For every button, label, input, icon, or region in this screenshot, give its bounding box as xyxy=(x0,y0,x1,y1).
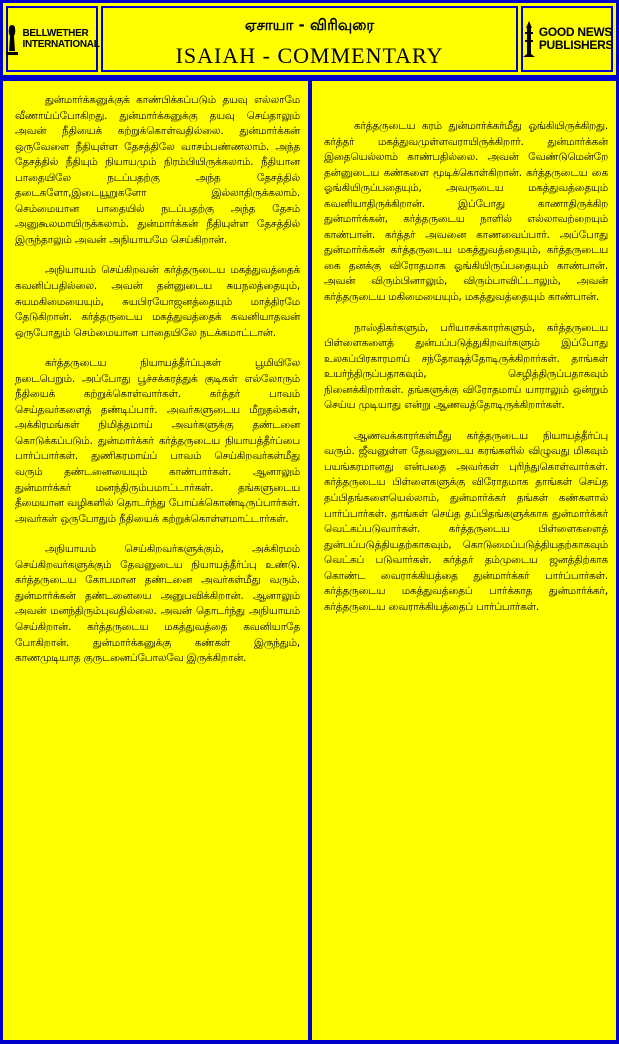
paragraph: அநியாயம் செய்கிறவர்களுக்கும், அக்கிரமம் செய்கிறவர்களுக்கும் தேவனுடைய நியாயத்தீர்ப்பு உண்டு. கர்த்தருடைய கோபமான தண்டனை அவர்கள்மீது வரும். துன்மார்க்கன் தண்டனையை அனுபவிக்கிறான். ஆனாலும் அவன் மனந்திரும்புவதில்லை. அவன் தொடர்ந்து அநியாயம் செய்கிறான். கர்த்தருடைய மகத்துவத்தை கவனியாதே போகிறான். துன்மார்க்கனுக்கு கண்கள் இருந்தும், காணமுடியாத குருடனைப்போலவே இருக்கிறான். xyxy=(15,543,300,665)
bellwether-logo xyxy=(6,6,98,72)
page-header xyxy=(3,3,616,75)
right-column xyxy=(312,81,616,1040)
right-logo-line1: GOOD NEWS xyxy=(538,25,613,39)
paragraph: ஆணவக்காரர்கள்மீது கர்த்தருடைய நியாயத்தீர்ப்பு வரும். ஜீவனுள்ள தேவனுடைய கரங்களில் விழுவது மிகவும் பயங்கரமானது என்பதை அவர்கள் புரிந்துகொள்வார்கள். கர்த்தருடைய பிள்ளைகளுக்கு விரோதமாக தாங்கள் செய்த தப்பிதங்களையெல்லாம், துன்மார்க்கர் தங்கள் கண்களால் பார்ப்பார்கள். தாங்கள் செய்த தப்பிதங்களுக்காக துன்மார்க்கர் வெட்கப்படுவார்கள். கர்த்தருடைய பிள்ளைகளைத் துன்பப்படுத்தியதற்காகவும், கொடுமைப்படுத்தியதற்காகவும் வெட்கப் படுவார்கள். கர்த்தர் தம்முடைய ஜனத்திற்காக கொண்ட வைராக்கியத்தை துன்மார்க்கர் பார்ப்பார்கள். கர்த்தருடைய மகத்துவத்தைப் பார்க்காத துன்மார்க்கர், கர்த்தருடைய வைராக்கியத்தைப் பார்ப்பார்கள். xyxy=(324,429,608,613)
title-english: ISAIAH - COMMENTARY xyxy=(175,43,444,68)
bellwether-ram-icon xyxy=(4,22,20,56)
good-news-logo xyxy=(521,6,613,72)
right-logo-line2: PUBLISHERS xyxy=(538,38,614,52)
title-tamil: ஏசாயா - விரிவுரை xyxy=(244,16,375,34)
tower-icon xyxy=(521,20,537,58)
paragraph: அநியாயம் செய்கிறவன் கர்த்தருடைய மகத்துவத்தைக் கவனிப்பதில்லை. அவன் தன்னுடைய சுயநலத்தையும், சுயமகிமையையும், சுயபிரயோஜனத்தையும் மாத்திரமே தேடுகிறான். கர்த்தருடைய மகத்துவத்தைக் கவனியாதவன் ஒருபோதும் செம்மையான பாதையிலே நடக்கமாட்டான். xyxy=(15,264,300,339)
paragraph: துன்மார்க்கனுக்குக் காண்பிக்கப்படும் தயவு எல்லாமே வீணாய்ப்போகிறது. துன்மார்க்கனுக்கு தயவு செய்தாலும் அவன் நீதியைக் கற்றுக்கொள்வதில்லை. துன்மார்க்கன் ஒருவேளை நீதியுள்ள தேசத்திலே வாசம்பண்ணலாம். அந்த தேசத்தில் நீதியும் நியாயமும் நிரம்பியிருக்கலாம். நீதியான பாதையிலே நடப்பதற்கு அந்த தேசத்தில் தடைகளோ,இடையூறுகளோ இல்லாதிருக்கலாம். செம்மையான பாதையில் நடப்பதற்கு அந்த தேசம் அனுகூலமாயிருக்கலாம். துன்மார்க்கன் நீதியுள்ள தேசத்தில் இருந்தாலும் அவன் அநியாயமே செய்கிறான். xyxy=(15,94,300,246)
left-logo-line2: INTERNATIONAL xyxy=(22,39,100,50)
title-box xyxy=(101,6,518,72)
paragraph: கர்த்தருடைய நியாயத்தீர்ப்புகள் பூமியிலே நடைபெறும். அப்போது பூச்சக்கரத்துக் குடிகள் எல்லோரும் நீதியைக் கற்றுக்கொள்வார்கள். கர்த்தர் பாவம் செய்தவர்களைத் தண்டிப்பார். அவர்களுடைய மீறுதல்கள், அக்கிரமங்கள் நிமித்தமாய் அவர்களுக்கு தண்டனை கொடுக்கப்படும். துன்மார்க்கர் கர்த்தருடைய நியாயத்தீர்ப்பை பார்ப்பார்கள். துணிகரமாய்ப் பாவம் செய்கிறவர்கள்மீது வரும் தண்டனையையும் காண்பார்கள். ஆனாலும் துன்மார்க்கர் மனந்திரும்பமாட்டார்கள். தங்களுடைய தீமையான வழிகளில் தொடர்ந்து போய்க்கொண்டிருப்பார்கள். அவர்கள் ஒருபோதும் நீதியைக் கற்றுக்கொள்ளமாட்டார்கள். xyxy=(15,357,300,525)
paragraph: நாஸ்திகர்களும், பரியாசக்காரர்களும், கர்த்தருடைய பிள்ளைகளைத் துன்பப்படுத்துகிறவர்களும் இப்போது உலகப்பிரகாரமாய் சந்தோஷத்தோடிருக்கிறார்கள். தாங்கள் உயர்ந்திருப்பதாகவும், செழித்திருப்பதாகவும் நினைக்கிறார்கள். தங்களுக்கு விரோதமாய் யாராலும் ஒன்றும் செய்ய முடியாது என்று ஆணவத்தோடிருக்கிறார்கள். xyxy=(324,321,608,412)
left-column xyxy=(3,81,308,1040)
paragraph: கர்த்தருடைய கரம் துன்மார்க்கர்மீது ஓங்கியிருக்கிறது. கர்த்தர் மகத்துவமுள்ளவராயிருக்கிறார். துன்மார்க்கன் இதையெல்லாம் காண்பதில்லை. அவன் வேண்டுமென்றே தன்னுடைய கண்களை மூடிக்கொள்கிறான். கர்த்தருடைய கை ஓங்கியிருப்பதையும், அவருடைய மகத்துவத்தையும் கவனியாதிருக்கிறான். இப்போது காணாதிருக்கிற துன்மார்க்கன், கர்த்தருடைய நாளில் எல்லாவற்றையும் காண்பான். கர்த்தர் அவனை காணவைப்பார். அப்போது துன்மார்க்கன் கர்த்தருடைய மகத்துவத்தையும், கர்த்தருடைய கை தனக்கு விரோதமாக ஓங்கியிருப்பதையும் காண்பான். அவன் விரும்பினாலும், விரும்பாவிட்டாலும், அவன் கர்த்தருடைய மகிமையையும், மகத்துவத்தையும் காண்பான். xyxy=(324,120,608,304)
left-logo-line1: BELLWETHER xyxy=(22,28,89,39)
